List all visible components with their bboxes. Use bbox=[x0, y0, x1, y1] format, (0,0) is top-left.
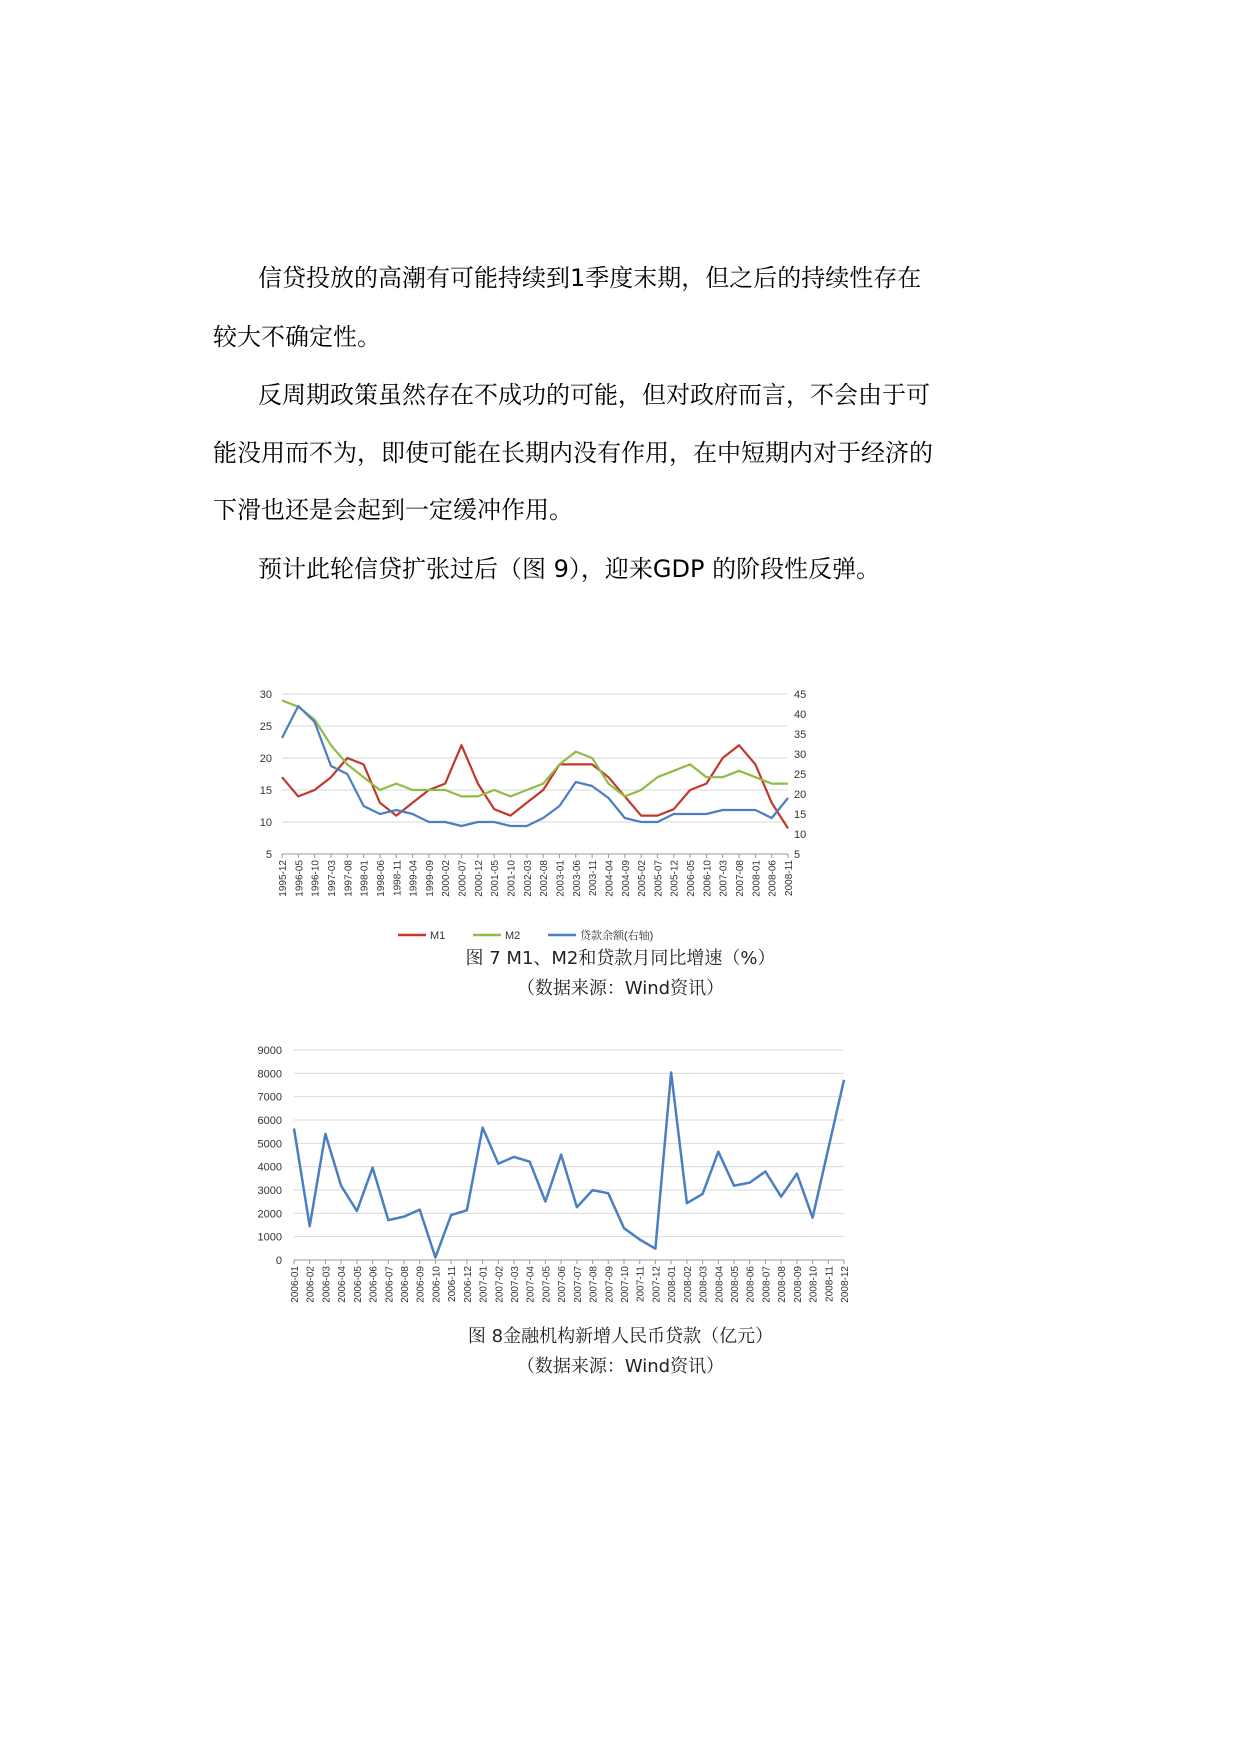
x-tick-label: 2007-06 bbox=[557, 1266, 569, 1303]
x-tick-label: 2006-11 bbox=[447, 1266, 459, 1302]
y-tick-label: 1000 bbox=[257, 1231, 282, 1244]
x-tick-label: 2005-12 bbox=[669, 860, 681, 897]
series-line bbox=[294, 1073, 844, 1258]
x-tick-label: 2006-12 bbox=[462, 1266, 474, 1303]
y-tick-label: 7000 bbox=[257, 1091, 282, 1104]
x-tick-label: 2006-05 bbox=[686, 860, 698, 897]
y2-tick-label: 40 bbox=[794, 709, 807, 721]
paragraph-line: 预计此轮信贷扩张过后（图 9），迎来GDP 的阶段性反弹。 bbox=[258, 555, 881, 583]
x-tick-label: 2006-10 bbox=[702, 860, 714, 897]
x-tick-label: 2005-07 bbox=[653, 860, 665, 897]
x-tick-label: 1997-03 bbox=[326, 860, 338, 897]
x-tick-label: 2007-09 bbox=[604, 1266, 616, 1303]
x-tick-label: 2008-03 bbox=[698, 1266, 710, 1303]
y2-tick-label: 15 bbox=[794, 809, 807, 821]
y-tick-label: 2000 bbox=[257, 1208, 282, 1221]
x-tick-label: 2006-08 bbox=[400, 1266, 411, 1303]
y-tick-label: 25 bbox=[259, 721, 272, 733]
x-tick-label: 1998-06 bbox=[375, 860, 387, 897]
x-tick-label: 1998-11 bbox=[392, 860, 404, 896]
x-tick-label: 2008-01 bbox=[667, 1266, 679, 1303]
x-tick-label: 2008-09 bbox=[792, 1266, 804, 1303]
x-tick-label: 2006-04 bbox=[337, 1266, 349, 1303]
x-tick-label: 2007-07 bbox=[572, 1266, 584, 1303]
y2-tick-label: 45 bbox=[794, 689, 807, 701]
x-tick-label: 2008-05 bbox=[730, 1266, 741, 1303]
figure-7-caption: 图 7 M1、M2和贷款月同比增速（%） bbox=[465, 948, 776, 969]
y-tick-label: 10 bbox=[259, 817, 272, 829]
x-tick-label: 2006-09 bbox=[415, 1266, 427, 1303]
y-tick-label: 5 bbox=[265, 849, 272, 861]
x-tick-label: 2000-02 bbox=[441, 860, 453, 897]
legend-label: M2 bbox=[505, 930, 521, 942]
x-tick-label: 2008-06 bbox=[767, 860, 779, 897]
x-tick-label: 2007-01 bbox=[478, 1266, 490, 1303]
x-tick-label: 2003-11 bbox=[588, 860, 600, 896]
x-tick-label: 2007-11 bbox=[635, 1266, 647, 1302]
x-tick-label: 2006-05 bbox=[352, 1266, 364, 1303]
y-tick-label: 4000 bbox=[257, 1161, 282, 1174]
x-tick-label: 2007-05 bbox=[541, 1266, 553, 1303]
x-tick-label: 2008-11 bbox=[784, 860, 795, 896]
y-tick-label: 9000 bbox=[257, 1045, 282, 1057]
x-tick-label: 2007-02 bbox=[494, 1266, 506, 1303]
x-tick-label: 1997-08 bbox=[343, 860, 355, 897]
x-tick-label: 2006-01 bbox=[290, 1266, 301, 1303]
x-tick-label: 2004-04 bbox=[604, 860, 616, 897]
x-tick-label: 1999-09 bbox=[424, 860, 436, 897]
series-line bbox=[282, 706, 788, 826]
x-tick-label: 2007-08 bbox=[735, 860, 747, 897]
paragraph-line: 较大不确定性。 bbox=[213, 323, 381, 351]
figure-7-source: （数据来源：Wind资讯） bbox=[516, 978, 725, 999]
y-tick-label: 20 bbox=[259, 753, 272, 765]
x-tick-label: 2007-04 bbox=[525, 1266, 537, 1303]
x-tick-label: 2008-12 bbox=[840, 1266, 851, 1303]
x-tick-label: 2008-11 bbox=[824, 1266, 836, 1302]
x-tick-label: 2008-07 bbox=[761, 1266, 773, 1303]
x-tick-label: 2008-02 bbox=[682, 1266, 694, 1303]
y-tick-label: 3000 bbox=[257, 1185, 282, 1197]
x-tick-label: 2006-03 bbox=[321, 1266, 333, 1303]
y2-tick-label: 20 bbox=[794, 789, 807, 801]
y2-tick-label: 10 bbox=[794, 829, 807, 841]
x-tick-label: 2008-04 bbox=[714, 1266, 726, 1303]
y2-tick-label: 30 bbox=[794, 749, 807, 761]
legend-label: 贷款余额(右轴) bbox=[580, 930, 654, 942]
x-tick-label: 2001-10 bbox=[506, 860, 518, 897]
x-tick-label: 2006-06 bbox=[368, 1266, 380, 1303]
x-tick-label: 1995-12 bbox=[278, 860, 289, 897]
paragraph-line: 反周期政策虽然存在不成功的可能，但对政府而言，不会由于可 bbox=[258, 381, 930, 409]
paragraph-line: 下滑也还是会起到一定缓冲作用。 bbox=[213, 496, 573, 524]
x-tick-label: 2007-08 bbox=[588, 1266, 600, 1303]
x-tick-label: 2000-12 bbox=[473, 860, 485, 897]
x-tick-label: 2008-08 bbox=[777, 1266, 789, 1303]
y2-tick-label: 5 bbox=[794, 849, 801, 861]
x-tick-label: 2008-01 bbox=[751, 860, 763, 897]
x-tick-label: 2004-09 bbox=[620, 860, 632, 897]
x-tick-label: 2008-06 bbox=[745, 1266, 757, 1303]
y-tick-label: 0 bbox=[275, 1255, 282, 1267]
legend-label: M1 bbox=[430, 930, 446, 942]
figure-8-chart bbox=[250, 1038, 860, 1318]
y2-tick-label: 35 bbox=[794, 729, 807, 741]
x-tick-label: 1999-04 bbox=[408, 860, 420, 897]
figure-7-chart bbox=[250, 680, 810, 950]
x-tick-label: 2002-03 bbox=[522, 860, 534, 897]
y-tick-label: 15 bbox=[259, 785, 272, 797]
x-tick-label: 2001-05 bbox=[490, 860, 502, 897]
x-tick-label: 1996-10 bbox=[310, 860, 322, 897]
x-tick-label: 2005-02 bbox=[637, 860, 649, 897]
x-tick-label: 2002-08 bbox=[539, 860, 551, 897]
x-tick-label: 2003-01 bbox=[555, 860, 567, 897]
x-tick-label: 2006-10 bbox=[431, 1266, 443, 1303]
y-tick-label: 6000 bbox=[257, 1115, 282, 1127]
x-tick-label: 2003-06 bbox=[571, 860, 583, 897]
paragraph-line: 信贷投放的高潮有可能持续到1季度末期，但之后的持续性存在 bbox=[258, 264, 922, 292]
figure-8-caption: 图 8金融机构新增人民币贷款（亿元） bbox=[467, 1326, 774, 1347]
y-tick-label: 8000 bbox=[257, 1068, 282, 1081]
x-tick-label: 2008-10 bbox=[808, 1266, 820, 1303]
x-tick-label: 2007-03 bbox=[718, 860, 730, 897]
x-tick-label: 2007-03 bbox=[510, 1266, 521, 1303]
figure-8-source: （数据来源：Wind资讯） bbox=[516, 1356, 725, 1377]
x-tick-label: 2007-10 bbox=[620, 1266, 631, 1303]
series-line bbox=[282, 700, 788, 796]
x-tick-label: 2007-12 bbox=[651, 1266, 663, 1303]
y-tick-label: 30 bbox=[259, 689, 272, 701]
x-tick-label: 2000-07 bbox=[457, 860, 469, 897]
x-tick-label: 2006-02 bbox=[305, 1266, 317, 1303]
y-tick-label: 5000 bbox=[257, 1138, 282, 1151]
x-tick-label: 1996-05 bbox=[294, 860, 306, 897]
y2-tick-label: 25 bbox=[794, 769, 807, 781]
x-tick-label: 2006-07 bbox=[384, 1266, 396, 1303]
x-tick-label: 1998-01 bbox=[359, 860, 371, 897]
paragraph-line: 能没用而不为，即使可能在长期内没有作用，在中短期内对于经济的 bbox=[213, 439, 933, 467]
